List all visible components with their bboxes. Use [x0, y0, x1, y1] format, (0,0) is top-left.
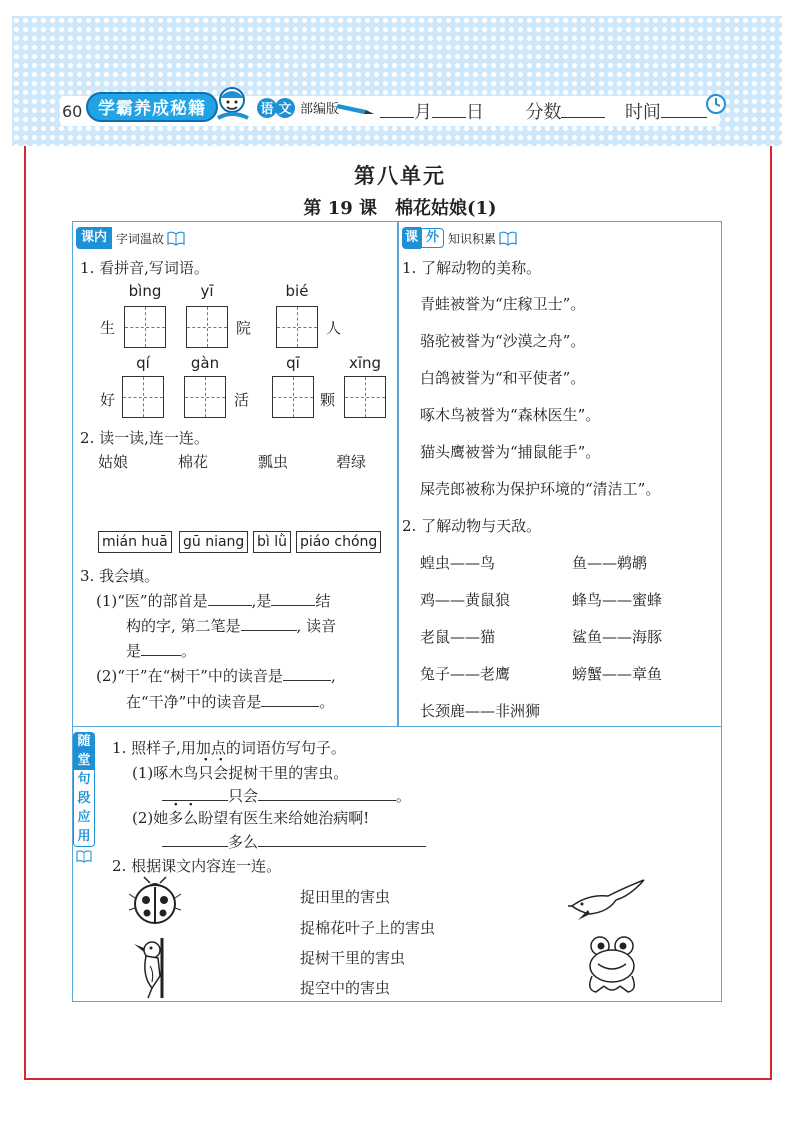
fill-blank[interactable] [261, 693, 319, 707]
enemy-pair: 鸡——黄鼠狼 [420, 591, 511, 609]
q3-text: (1)“医”的部首是 [96, 592, 208, 610]
match-item[interactable]: 捉棉花叶子上的害虫 [300, 919, 436, 937]
r-q2-title: 2. 了解动物与天敌。 [402, 517, 542, 535]
pinyin: bié [285, 282, 309, 300]
pinyin: xīng [348, 354, 382, 372]
in-class-tag-main: 课内 [76, 227, 112, 249]
header-band [12, 16, 782, 146]
dotted-char: 么 [183, 809, 199, 827]
pinyin: bìng [128, 282, 162, 300]
fill-blank[interactable] [258, 833, 426, 847]
subject-char-1: 语 [260, 102, 274, 117]
extra-tag [402, 226, 517, 250]
clock-icon [705, 93, 727, 115]
dotted-char: 多 [168, 809, 184, 827]
lesson-title: 第 19 课 棉花姑娘(1) [303, 198, 497, 219]
q3-line4 [96, 666, 336, 686]
match-item[interactable]: 捉空中的害虫 [300, 979, 391, 997]
fill-blank[interactable] [241, 617, 297, 631]
char-grid-box[interactable] [184, 376, 226, 418]
sentence-2 [132, 808, 369, 828]
date-score-line [380, 98, 707, 124]
tag-char: 随 [73, 732, 95, 751]
enemy-pair: 兔子——老鹰 [420, 665, 511, 683]
sentence-text: 捉树干里的害虫。 [228, 764, 349, 782]
q3-text: 。 [319, 693, 335, 711]
fact-item: 青蛙被誉为“庄稼卫士”。 [420, 295, 586, 313]
word: 碧绿 [336, 453, 367, 471]
q3-text: (2)“干”在“树干”中的读音是 [96, 667, 283, 685]
q3-text: 结 [315, 592, 331, 610]
enemy-pair: 蜂鸟——蜜蜂 [572, 591, 663, 609]
day-label: 日 [466, 102, 484, 123]
row1-char: 院 [236, 319, 252, 337]
fill-blank[interactable] [283, 667, 331, 681]
swallow-icon[interactable] [568, 876, 646, 922]
q3-text: ,是 [251, 592, 272, 610]
fill-blank[interactable] [162, 833, 228, 847]
dotted-char: 只 [198, 764, 214, 782]
char-grid-box[interactable] [272, 376, 314, 418]
fact-item: 骆驼被誉为“沙漠之舟”。 [420, 332, 586, 350]
sentence-1 [132, 763, 348, 783]
pinyin: qī [286, 354, 300, 372]
extra-tag-label: 知识积累 [448, 231, 497, 246]
word: 瓢虫 [258, 453, 289, 471]
pinyin-option[interactable]: bì lǜ [253, 531, 291, 553]
book-icon [167, 230, 185, 246]
pinyin: yī [200, 282, 214, 300]
rewrite-1 [162, 786, 411, 806]
in-class-tag-label: 字词温故 [116, 231, 165, 246]
score-label: 分数 [525, 102, 562, 123]
row2-char: 好 [100, 391, 116, 409]
q3-text: 。 [181, 642, 197, 660]
tag-char: 应 [73, 808, 95, 827]
book-icon [499, 230, 517, 246]
word: 棉花 [178, 453, 209, 471]
pencil-icon [336, 100, 376, 116]
q2-title: 2. 读一读,连一连。 [80, 429, 209, 447]
ladybug-icon[interactable] [126, 876, 184, 928]
fill-blank[interactable] [258, 787, 396, 801]
pinyin-option[interactable]: gū niang [179, 531, 248, 553]
q3-text: , [330, 667, 336, 685]
row1-char: 人 [326, 319, 342, 337]
day-blank[interactable] [432, 102, 466, 118]
rewrite-word: 多么 [228, 833, 259, 851]
char-grid-box[interactable] [124, 306, 166, 348]
q3-text: , 读音 [296, 617, 337, 635]
fill-blank[interactable] [141, 642, 181, 656]
subject-badge [256, 96, 296, 120]
fill-blank[interactable] [162, 787, 228, 801]
extra-tag-main-2: 外 [421, 228, 444, 248]
tag-char: 堂 [73, 751, 95, 770]
char-grid-box[interactable] [276, 306, 318, 348]
application-tag [73, 732, 95, 867]
pinyin: gàn [190, 354, 220, 372]
q3-text: 构的字, 第二笔是 [126, 617, 241, 635]
pinyin: qí [136, 354, 150, 372]
fill-blank[interactable] [271, 592, 315, 606]
pinyin-option[interactable]: mián huā [98, 531, 172, 553]
extra-tag-main-1: 课 [402, 227, 421, 249]
row2-char: 活 [234, 391, 250, 409]
enemy-pair: 螃蟹——章鱼 [572, 665, 663, 683]
subject-char-2: 文 [278, 102, 292, 117]
pinyin-option[interactable]: piáo chóng [296, 531, 381, 553]
enemy-pair: 长颈鹿——非洲狮 [420, 702, 541, 720]
sentence-text: (1)啄木鸟 [132, 764, 199, 782]
unit-title: 第八单元 [354, 163, 446, 188]
enemy-pair: 鲨鱼——海豚 [572, 628, 663, 646]
mascot-icon [212, 84, 254, 122]
tag-char: 用 [73, 827, 95, 847]
rewrite-2 [162, 832, 426, 852]
fact-item: 白鸽被誉为“和平使者”。 [420, 369, 586, 387]
rewrite-text: 。 [396, 787, 412, 805]
sentence-text: 盼望有医生来给她治病啊! [198, 809, 370, 827]
q3-line2 [126, 616, 336, 636]
char-grid-box[interactable] [344, 376, 386, 418]
fact-item: 猫头鹰被誉为“捕鼠能手”。 [420, 443, 601, 461]
month-label: 月 [414, 102, 432, 123]
q3-text: 是 [126, 642, 142, 660]
q3-line5 [126, 692, 334, 712]
q3-text: 在“干净”中的读音是 [126, 693, 262, 711]
sentence-text: (2)她 [132, 809, 169, 827]
month-blank[interactable] [380, 102, 414, 118]
enemy-pair: 鱼——鹈鹕 [572, 554, 648, 572]
page-number: 60 [62, 102, 83, 121]
tag-char: 段 [73, 789, 95, 808]
b-q1-title: 1. 照样子,用加点的词语仿写句子。 [112, 739, 346, 757]
match-item[interactable]: 捉田里的害虫 [300, 888, 391, 906]
time-label: 时间 [624, 102, 661, 123]
frog-icon[interactable] [582, 934, 642, 996]
q3-line1 [96, 591, 330, 611]
in-class-section [72, 221, 398, 727]
edition-label: 部编版 [300, 102, 340, 117]
woodpecker-icon[interactable] [132, 936, 182, 1000]
fill-blank[interactable] [208, 592, 252, 606]
enemy-pair: 老鼠——猫 [420, 628, 496, 646]
row2-char: 颗 [320, 391, 336, 409]
word: 姑娘 [98, 453, 129, 471]
dotted-char: 会 [213, 764, 229, 782]
rewrite-word: 只会 [228, 787, 259, 805]
enemy-pair: 蝗虫——鸟 [420, 554, 496, 572]
b-q2-title: 2. 根据课文内容连一连。 [112, 857, 282, 875]
fact-item: 啄木鸟被誉为“森林医生”。 [420, 406, 601, 424]
in-class-tag [76, 226, 185, 250]
q3-line3 [126, 641, 196, 661]
brand-logo: 学霸养成秘籍 [86, 92, 218, 122]
book-icon [75, 849, 93, 863]
char-grid-box[interactable] [186, 306, 228, 348]
row1-char: 生 [100, 319, 116, 337]
fact-item: 屎壳郎被称为保护环境的“清洁工”。 [420, 480, 661, 498]
q1-title: 1. 看拼音,写词语。 [80, 259, 209, 277]
char-grid-box[interactable] [122, 376, 164, 418]
time-blank[interactable] [661, 102, 707, 118]
q3-title: 3. 我会填。 [80, 567, 160, 585]
score-blank[interactable] [561, 102, 605, 118]
match-item[interactable]: 捉树干里的害虫 [300, 949, 406, 967]
tag-char: 句 [73, 770, 95, 789]
r-q1-title: 1. 了解动物的美称。 [402, 259, 542, 277]
